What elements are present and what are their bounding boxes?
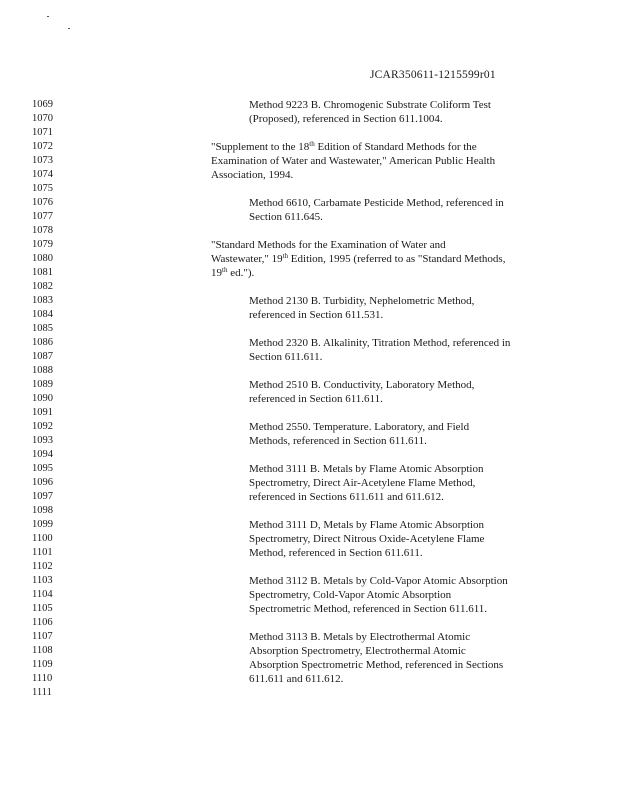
line-number: 1069 [32,99,53,110]
text-line [0,364,619,378]
text-line [0,266,619,280]
line-number: 1108 [32,645,53,656]
line-number: 1102 [32,561,53,572]
line-number: 1079 [32,239,53,250]
line-number: 1097 [32,491,53,502]
text-line: Absorption Spectrometric Method, referenced in Sections [249,659,504,671]
text-line: "Standard Methods for the Examination of Water and [211,239,446,251]
text-line: Examination of Water and Wastewater," American Public Health [211,155,496,167]
text-line: Spectrometry, Cold-Vapor Atomic Absorption [249,589,452,601]
text-line: Method 2510 B. Conductivity, Laboratory Method, [249,379,475,391]
line-number: 1096 [32,477,53,488]
line-number: 1071 [32,127,53,138]
text-line: Method 9223 B. Chromogenic Substrate Coliform Test [249,99,491,111]
ordinal-superscript: th [309,140,315,148]
text-line: Spectrometry, Direct Nitrous Oxide-Acetylene Flame [249,533,485,545]
text-line: Method 3113 B. Metals by Electrothermal Atomic [249,631,471,643]
text-line [0,280,619,294]
line-number: 1098 [32,505,53,516]
text-line: Method 3112 B. Metals by Cold-Vapor Atomic Absorption [249,575,508,587]
text-line [0,126,619,140]
text-segment: Wastewater," 19 [211,253,283,265]
text-segment: 19 [211,267,222,279]
text-line: Absorption Spectrometry, Electrothermal Atomic [249,645,466,657]
line-number: 1105 [32,603,53,614]
text-line: Method 2130 B. Turbidity, Nephelometric Method, [249,295,475,307]
text-line: Method 2550. Temperature. Laboratory, and Field [249,421,470,433]
text-line: Method 3111 B. Metals by Flame Atomic Absorption [249,463,484,475]
line-number: 1072 [32,141,53,152]
line-number: 1106 [32,617,53,628]
line-number: 1086 [32,337,53,348]
line-number: 1074 [32,169,53,180]
line-number: 1077 [32,211,53,222]
line-number: 1093 [32,435,53,446]
line-number: 1081 [32,267,53,278]
line-number: 1082 [32,281,53,292]
text-line: Section 611.645. [249,211,323,223]
text-line: Spectrometry, Direct Air-Acetylene Flame Method, [249,477,476,489]
line-number: 1078 [32,225,53,236]
line-number: 1095 [32,463,53,474]
line-number: 1076 [32,197,53,208]
line-number: 1089 [32,379,53,390]
text-line [0,686,619,700]
text-line: Method 2320 B. Alkalinity, Titration Method, referenced in [249,337,511,349]
line-number: 1075 [32,183,53,194]
document-id: JCAR350611-1215599r01 [370,69,496,81]
line-number: 1091 [32,407,53,418]
document-body [0,98,619,700]
line-number: 1101 [32,547,53,558]
line-number: 1099 [32,519,53,530]
text-line [0,322,619,336]
text-segment: "Supplement to the 18 [211,141,310,153]
line-number: 1111 [32,687,52,698]
line-number: 1107 [32,631,53,642]
text-line [0,224,619,238]
line-number: 1084 [32,309,53,320]
scan-speck [47,16,49,17]
text-line: referenced in Sections 611.611 and 611.612. [249,491,444,503]
ordinal-superscript: th [282,252,289,260]
line-number: 1070 [32,113,53,124]
text-segment: ed."). [227,267,255,279]
ordinal-superscript: th [222,266,228,274]
text-line [0,182,619,196]
text-line: referenced in Section 611.531. [249,309,384,321]
text-line [0,560,619,574]
text-line: Method 3111 D, Metals by Flame Atomic Absorption [249,519,485,531]
text-line: Methods, referenced in Section 611.611. [249,435,427,447]
text-segment: Edition of Standard Methods for the [314,141,477,153]
text-line [0,406,619,420]
text-line [0,616,619,630]
line-number: 1092 [32,421,53,432]
text-line: Spectrometric Method, referenced in Section 611.611. [249,603,488,615]
line-number: 1090 [32,393,53,404]
text-line: 611.611 and 611.612. [249,673,344,685]
line-number: 1109 [32,659,53,670]
line-number: 1103 [32,575,53,586]
line-number: 1088 [32,365,53,376]
text-line [0,504,619,518]
line-number: 1073 [32,155,53,166]
line-number: 1104 [32,589,53,600]
text-line: Association, 1994. [211,169,294,181]
text-line [0,140,619,154]
line-number: 1083 [32,295,53,306]
text-line: Method 6610, Carbamate Pesticide Method, referenced in [249,197,504,209]
line-number: 1100 [32,533,53,544]
line-number: 1110 [32,673,53,684]
text-line: Method, referenced in Section 611.611. [249,547,423,559]
line-number: 1085 [32,323,53,334]
line-number: 1087 [32,351,53,362]
text-segment: Edition, 1995 (referred to as "Standard Methods, [288,253,506,265]
scan-speck [68,28,70,29]
text-line [0,252,619,266]
line-number: 1080 [32,253,53,264]
text-line: Section 611.611. [249,351,323,363]
line-number: 1094 [32,449,53,460]
text-line: (Proposed), referenced in Section 611.1004. [249,113,443,125]
text-line: referenced in Section 611.611. [249,393,383,405]
text-line [0,448,619,462]
